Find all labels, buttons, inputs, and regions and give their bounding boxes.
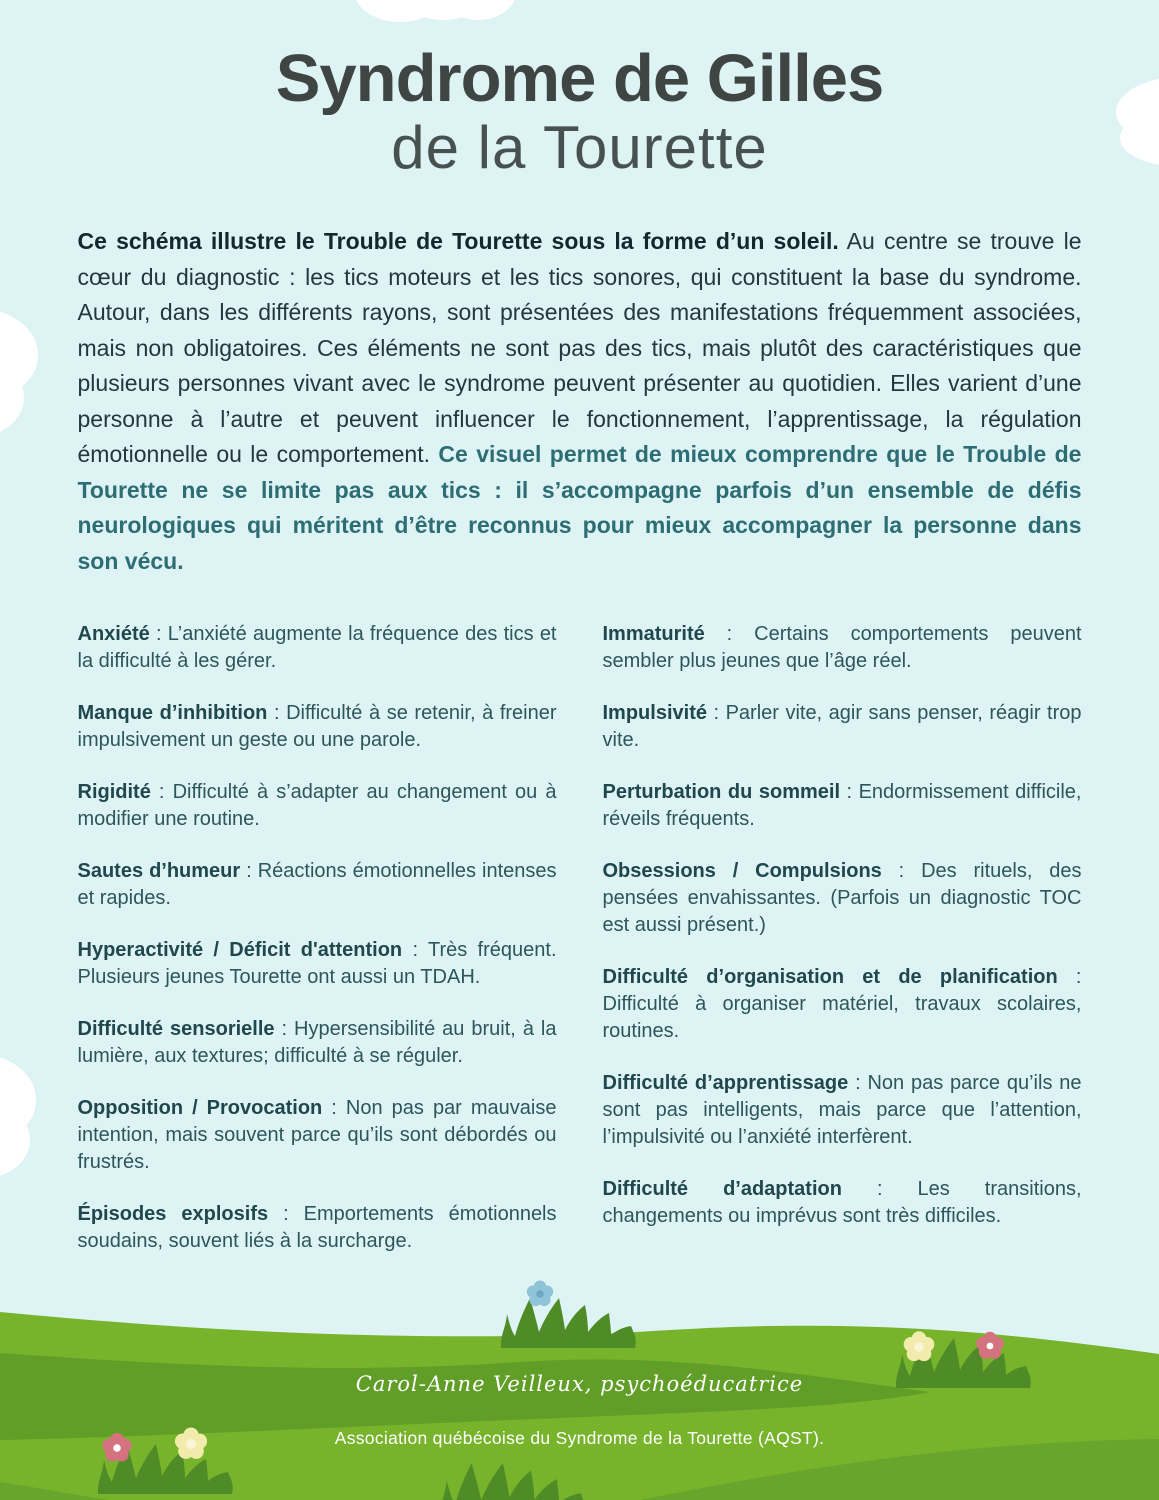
definitions-column-right: [603, 621, 1082, 1280]
definition-term: Hyperactivité / Déficit d'attention: [77, 939, 403, 962]
definition-item: [78, 621, 557, 675]
definition-description: : Difficulté à organiser matériel, travaux scolaires, routines.: [602, 966, 1082, 1043]
definition-item: [603, 858, 1082, 939]
page-title-line1: Syndrome de Gilles: [275, 41, 884, 116]
definition-term: Difficulté d’apprentissage: [602, 1072, 849, 1095]
grass-tuft-icon: [501, 1298, 636, 1348]
definition-description: : Endormissement difficile, réveils fréquents.: [602, 781, 1082, 831]
definition-description: : Des rituels, des pensées envahissantes. (Parfois un diagnostic TOC est aussi présent.): [602, 860, 1082, 937]
definition-term: Impulsivité: [602, 702, 707, 725]
definition-term: Difficulté d’organisation et de planification: [602, 966, 1058, 989]
definition-item: [78, 779, 557, 833]
definition-term: Obsessions / Compulsions: [602, 860, 882, 883]
definition-description: : Très fréquent. Plusieurs jeunes Tourette ont aussi un TDAH.: [77, 939, 557, 989]
intro-paragraph: [78, 224, 1082, 579]
definition-item: [78, 858, 557, 912]
definition-description: : Difficulté à s’adapter au changement ou à modifier une routine.: [77, 781, 557, 831]
definition-description: : Non pas par mauvaise intention, mais souvent parce qu’ils sont débordés ou frustrés.: [77, 1097, 557, 1174]
definition-term: Perturbation du sommeil: [602, 781, 840, 804]
flower-blue-icon: [527, 1281, 553, 1307]
definition-description: : Réactions émotionnelles intenses et rapides.: [77, 860, 557, 910]
definition-item: [603, 621, 1082, 675]
definition-term: Manque d’inhibition: [77, 702, 268, 725]
cloud-top-icon: [354, 0, 516, 22]
intro-accent-sentence: Ce visuel permet de mieux comprendre que le Trouble de Tourette ne se limite pas aux tics : il s’accompagne parfois d’un ensemble de défis neurologiques qui méritent d’être reconnus pour mieux accompagner la personne dans son vécu.: [77, 441, 1082, 574]
definition-term: Épisodes explosifs: [77, 1203, 269, 1226]
definition-term: Sautes d’humeur: [77, 860, 241, 883]
definition-item: [78, 1016, 557, 1070]
credit-signature: Carol-Anne Veilleux, psychoéducatrice: [355, 1372, 804, 1396]
definition-description: : Difficulté à se retenir, à freiner impulsivement un geste ou une parole.: [77, 702, 557, 752]
definition-item: [603, 1176, 1082, 1230]
definition-description: : Non pas parce qu’ils ne sont pas intelligents, mais parce que l’attention, l’impulsivité ou l’anxiété interfèrent.: [602, 1072, 1082, 1149]
page-title: [0, 41, 1159, 182]
definition-description: : Hypersensibilité au bruit, à la lumière, aux textures; difficulté à se réguler.: [77, 1018, 557, 1068]
definition-item: [78, 700, 557, 754]
definitions-column-left: [78, 621, 557, 1280]
definition-term: Opposition / Provocation: [77, 1097, 323, 1120]
definition-description: : Certains comportements peuvent sembler plus jeunes que l’âge réel.: [602, 623, 1082, 673]
definition-description: : L’anxiété augmente la fréquence des tics et la difficulté à les gérer.: [77, 623, 557, 673]
definition-term: Difficulté sensorielle: [77, 1018, 275, 1041]
definition-item: [78, 1201, 557, 1255]
intro-body-text: Au centre se trouve le cœur du diagnostic : les tics moteurs et les tics sonores, qui constituent la base du syndrome. Autour, dans les différents rayons, sont présentées des manifestations fréquemment associées, mais non obligatoires. Ces éléments ne sont pas des tics, mais plutôt des caractéristiques que plusieurs personnes vivant avec le syndrome peuvent présenter au quotidien. Elles varient d’une personne à l’autre et peuvent influencer le fonctionnement, l’apprentissage, la régulation émotionnelle ou le comportement.: [77, 228, 1082, 468]
definition-term: Anxiété: [77, 623, 150, 646]
definition-term: Immaturité: [602, 623, 705, 646]
association-credit: Association québécoise du Syndrome de la Tourette (AQST).: [334, 1428, 825, 1448]
definition-item: [603, 700, 1082, 754]
page-title-line2: de la Tourette: [391, 114, 768, 182]
definition-item: [603, 964, 1082, 1045]
definition-description: : Emportements émotionnels soudains, souvent liés à la surcharge.: [77, 1203, 557, 1253]
definition-term: Difficulté d’adaptation: [602, 1178, 842, 1201]
definition-item: [603, 1070, 1082, 1151]
definition-description: : Parler vite, agir sans penser, réagir trop vite.: [602, 702, 1082, 752]
intro-lead-sentence: Ce schéma illustre le Trouble de Tourette sous la forme d’un soleil.: [77, 228, 839, 255]
definition-item: [78, 1095, 557, 1176]
definition-description: : Les transitions, changements ou imprévus sont très difficiles.: [602, 1178, 1082, 1228]
definition-item: [603, 779, 1082, 833]
definition-item: [78, 937, 557, 991]
poster-content: [0, 41, 1159, 1280]
definitions-columns: [78, 621, 1082, 1280]
definition-term: Rigidité: [77, 781, 151, 804]
